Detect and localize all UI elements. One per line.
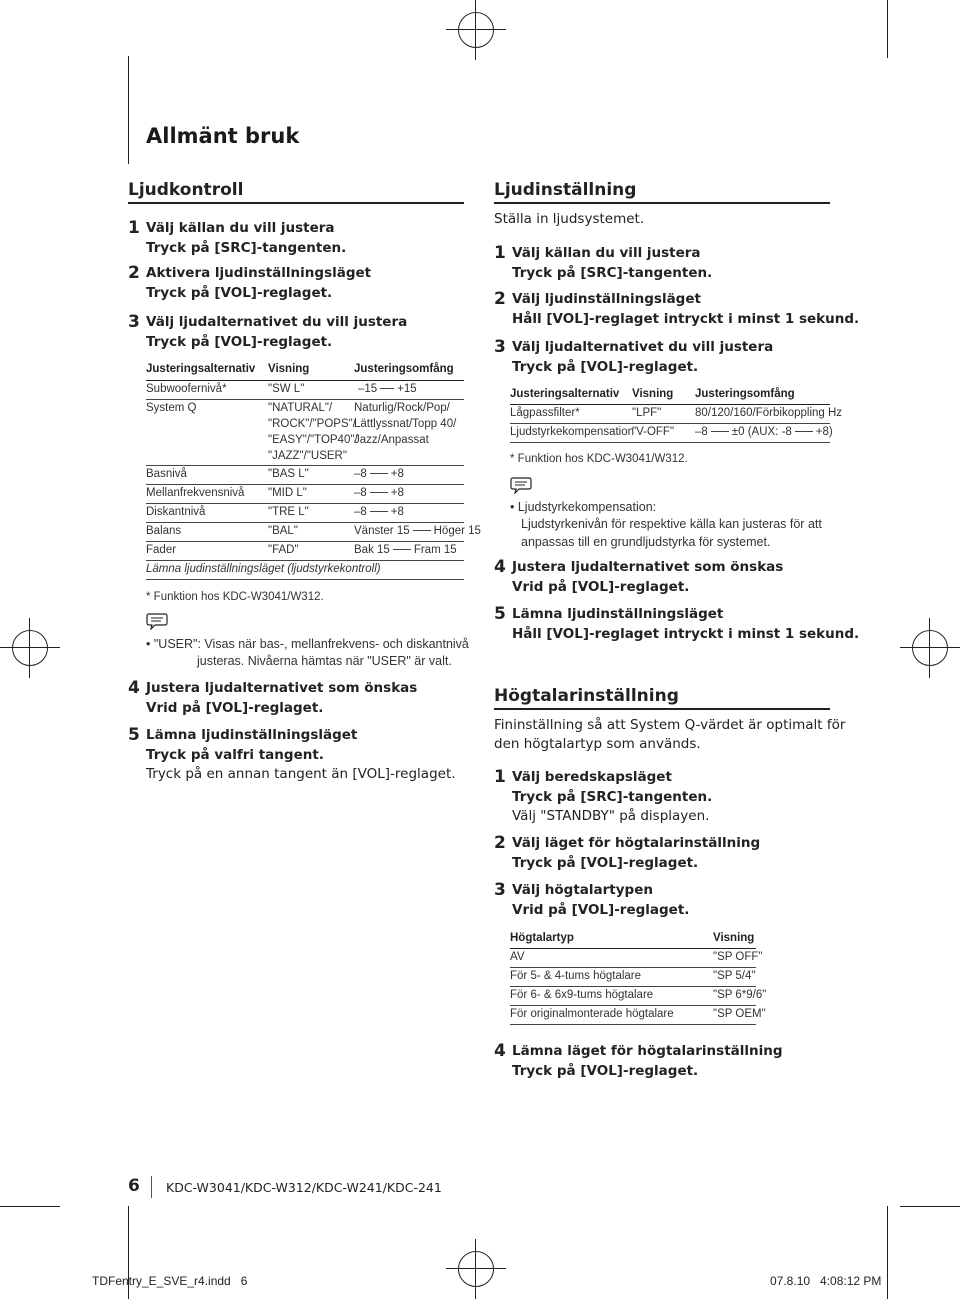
table-row: Fader "FAD" Bak 15 Fram 15 bbox=[146, 541, 464, 561]
registration-mark bbox=[446, 0, 506, 60]
crop-mark bbox=[900, 1206, 960, 1207]
step-1: 1 Välj beredskapsläget Tryck på [SRC]-tangenten. Välj "STANDBY" på displayen. bbox=[494, 767, 713, 824]
note-icon bbox=[510, 476, 532, 494]
page-title: Allmänt bruk bbox=[146, 124, 300, 148]
crop-mark bbox=[0, 1206, 60, 1207]
table-row: Balans "BAL" Vänster 15 Höger 15 bbox=[146, 522, 464, 542]
section-rule bbox=[494, 708, 830, 710]
note-text-2: Ljudstyrkenivån för respektive källa kan justeras för att bbox=[521, 517, 822, 531]
table-row: Lågpassfilter* "LPF" 80/120/160/Förbikoppling Hz bbox=[510, 404, 830, 424]
registration-mark bbox=[900, 618, 960, 678]
table-header: Justeringsalternativ Visning Justeringsomfång bbox=[510, 385, 830, 405]
step-3: 3 Välj ljudalternativet du vill justera Tryck på [VOL]-reglaget. bbox=[494, 337, 774, 375]
step-4: 4 Justera ljudalternativet som önskas Vrid på [VOL]-reglaget. bbox=[494, 557, 784, 595]
slug-file: TDFentry_E_SVE_r4.indd 6 bbox=[92, 1274, 248, 1288]
note-text-1: • "USER": Visas när bas-, mellanfrekvens- och diskantnivå bbox=[146, 637, 469, 651]
step-5: 5 Lämna ljudinställningsläget Tryck på valfri tangent. Tryck på en annan tangent än [VOL]-reglaget. bbox=[128, 725, 456, 782]
section-rule bbox=[128, 202, 464, 204]
slug-datetime: 07.8.10 4:08:12 PM bbox=[770, 1274, 882, 1288]
section-title-ljudinstallning: Ljudinställning bbox=[494, 180, 637, 200]
table-footer-row: Lämna ljudinställningsläget (ljudstyrkekontroll) bbox=[146, 560, 464, 580]
crop-mark bbox=[887, 0, 888, 58]
table-header: Justeringsalternativ Visning Justeringsomfång bbox=[146, 360, 464, 381]
step-3: 3 Välj högtalartypen Vrid på [VOL]-reglaget. bbox=[494, 880, 690, 918]
step-2: 2 Aktivera ljudinställningsläget Tryck på [VOL]-reglaget. bbox=[128, 263, 372, 301]
intro-text: Ställa in ljudsystemet. bbox=[494, 211, 645, 227]
footnote: * Funktion hos KDC-W3041/W312. bbox=[146, 591, 324, 603]
table-row: För 5- & 4-tums högtalare "SP 5/4" bbox=[510, 967, 756, 987]
table-row: System Q "NATURAL"/ "ROCK"/"POPS"/ "EASY"/"TOP40"/ "JAZZ"/"USER" Naturlig/Rock/Pop/ Lättlyssnat/Topp 40/ Jazz/Anpassat bbox=[146, 399, 464, 466]
section-title-ljudkontroll: Ljudkontroll bbox=[128, 180, 244, 200]
step-4: 4 Lämna läget för högtalarinställning Tryck på [VOL]-reglaget. bbox=[494, 1041, 783, 1079]
section-rule bbox=[494, 202, 830, 204]
step-5: 5 Lämna ljudinställningsläget Håll [VOL]-reglaget intryckt i minst 1 sekund. bbox=[494, 604, 860, 642]
footer-divider bbox=[151, 1176, 152, 1198]
model-numbers: KDC-W3041/KDC-W312/KDC-W241/KDC-241 bbox=[166, 1180, 442, 1195]
table-header: Högtalartyp Visning bbox=[510, 929, 756, 949]
table-row: Basnivå "BAS L" –8 +8 bbox=[146, 465, 464, 485]
sound-setting-table bbox=[510, 385, 843, 445]
page-number: 6 bbox=[128, 1176, 140, 1196]
crop-mark bbox=[887, 1206, 888, 1299]
speaker-type-table bbox=[510, 929, 767, 1029]
table-row: Diskantnivå "TRE L" –8 +8 bbox=[146, 503, 464, 523]
step-1: 1 Välj källan du vill justera Tryck på [SRC]-tangenten. bbox=[128, 218, 347, 256]
step-2: 2 Välj läget för högtalarinställning Tryck på [VOL]-reglaget. bbox=[494, 833, 761, 871]
registration-mark bbox=[0, 618, 60, 678]
table-row: För 6- & 6x9-tums högtalare "SP 6*9/6" bbox=[510, 986, 756, 1006]
note-text-2: justeras. Nivåerna hämtas när "USER" är valt. bbox=[197, 654, 452, 668]
sound-control-table bbox=[146, 360, 481, 582]
crop-mark bbox=[128, 56, 129, 164]
note-icon bbox=[146, 612, 168, 630]
table-row: Ljudstyrkekompensation "V-OFF" –8 ±0 (AUX: -8 +8) bbox=[510, 423, 830, 443]
step-1: 1 Välj källan du vill justera Tryck på [SRC]-tangenten. bbox=[494, 243, 713, 281]
table-row: Mellanfrekvensnivå "MID L" –8 +8 bbox=[146, 484, 464, 504]
registration-mark bbox=[446, 1239, 506, 1299]
note-text-3: anpassas till en grundljudstyrka för systemet. bbox=[521, 535, 771, 549]
step-4: 4 Justera ljudalternativet som önskas Vrid på [VOL]-reglaget. bbox=[128, 678, 418, 716]
note-text-1: • Ljudstyrkekompensation: bbox=[510, 500, 657, 514]
table-row: För originalmonterade högtalare "SP OEM" bbox=[510, 1005, 756, 1025]
section-title-hogtalarinstallning: Högtalarinställning bbox=[494, 686, 679, 706]
table-row: Subwoofernivå* "SW L" –15 +15 bbox=[146, 380, 464, 400]
footnote: * Funktion hos KDC-W3041/W312. bbox=[510, 453, 688, 465]
intro-text-1: Fininställning så att System Q-värdet är optimalt för bbox=[494, 717, 846, 733]
intro-text-2: den högtalartyp som används. bbox=[494, 736, 701, 752]
table-row: AV "SP OFF" bbox=[510, 948, 756, 968]
step-3: 3 Välj ljudalternativet du vill justera Tryck på [VOL]-reglaget. bbox=[128, 312, 408, 350]
step-2: 2 Välj ljudinställningsläget Håll [VOL]-reglaget intryckt i minst 1 sekund. bbox=[494, 289, 860, 327]
